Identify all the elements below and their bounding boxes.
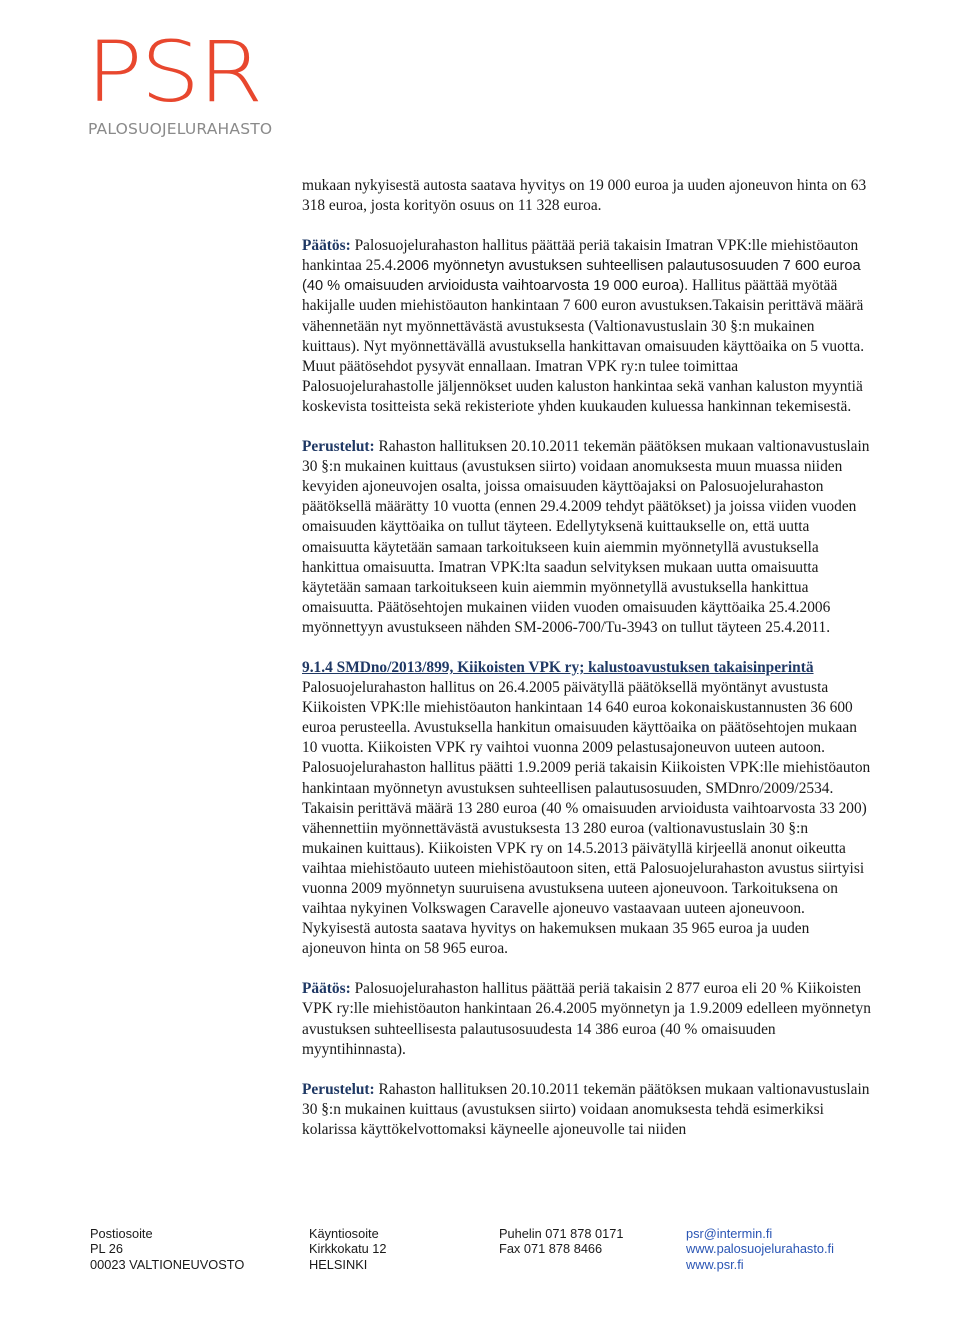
decision-text: Palosuojelurahaston hallitus päättää periä takaisin 2 877 euroa eli 20 % Kiikoisten VPK ry:lle miehistöauton hankintaan 26.4.2005 myönnetyn ja 1.9.2009 edelleen myönnetyn avustuksen suhteellisesta palautusosuudesta 14 386 euroa (40 % omaisuuden myyntihinnasta).	[302, 980, 871, 1058]
paragraph-1: mukaan nykyisestä autosta saatava hyvitys on 19 000 euroa ja uuden ajoneuvon hinta on 63 318 euroa, josta korityön osuus on 11 328 euroa.	[302, 177, 867, 215]
footer-line: PL 26	[90, 1241, 123, 1257]
paragraph-reasoning-1	[302, 437, 872, 638]
decision-text-a: Palosuojelurahaston hallitus päättää periä takaisin Imatran VPK:lle miehistöauton hankintaa 25.4.	[302, 237, 859, 275]
footer-line: Käyntiosoite	[309, 1226, 379, 1241]
paragraph-reasoning-2	[302, 1080, 872, 1140]
footer-line: Kirkkokatu 12	[309, 1241, 387, 1257]
reasoning-text: Rahaston hallituksen 20.10.2011 tekemän päätöksen mukaan valtionavustuslain 30 §:n mukainen kuittaus (avustuksen siirto) voidaan anomuksesta tehdä esimerkiksi kolarissa käyttökelvottomaksi käyneelle ajoneuvolle tai niiden	[302, 1080, 870, 1138]
footer-line: Postiosoite	[90, 1226, 153, 1241]
page-footer	[90, 1226, 890, 1276]
website-link[interactable]: www.palosuojelurahasto.fi	[686, 1241, 834, 1257]
footer-postal-address	[90, 1226, 244, 1272]
footer-visiting-address	[309, 1226, 387, 1272]
logo-letters: PSR	[86, 23, 262, 121]
decision-text-c: Hallitus päättää myötää hakijalle uuden miehistöauton hankintaan 7 600 euron avustuksen.Takaisin perittävä määrä vähennetään nyt myönnettävästä avustuksesta (Valtionavustuslain 30 §:n mukainen kuittaus). Nyt myönnettävällä avustuksella hankittavan omaisuuden käyttöaika on 5 vuotta. Muut päätösehdot pysyvät ennallaan. Imatran VPK ry:n tulee toimittaa Palosuojelurahastolle jäljennökset uuden kaluston hankintaa sekä vanhan kaluston myyntiä koskevista tositteista sekä rekisteriote yhden kuukauden kuluessa hankinnan tekemisestä.	[302, 277, 865, 415]
website-link-short[interactable]: www.psr.fi	[686, 1256, 744, 1272]
reasoning-text: Rahaston hallituksen 20.10.2011 tekemän päätöksen mukaan valtionavustuslain 30 §:n mukainen kuittaus (avustuksen siirto) voidaan anomuksesta muun muassa niiden kevyiden ajoneuvojen osalta, joissa omaisuuden käyttöajaksi on Palosuojelurahaston päätöksellä määrätty 10 vuotta (ennen 29.4.2009 tehdyt päätökset) ja joissa viiden vuoden omaisuuden käyttöaika on tullut täyteen. Edellytyksenä kuittaukselle on, että uutta omaisuutta käytetään samaan tarkoitukseen kuin aiemmin myönnetyllä avustuksella hankittua omaisuutta. Imatran VPK:lta saadun selvityksen mukaan uutta omaisuutta käytetään samaan tarkoitukseen kuin aiemmin myönnetyllä avustuksella hankittua omaisuutta. Päätösehtojen mukainen viiden vuoden omaisuuden käyttöaika 25.4.2006 myönnettyyn avustukseen nähden SM-2006-700/Tu-3943 on tullut täyteen 25.4.2011.	[302, 438, 870, 636]
logo-subtitle: PALOSUOJELURAHASTO	[88, 120, 273, 138]
paragraph-decision-1	[302, 236, 872, 417]
reasoning-label: Perustelut:	[302, 1080, 375, 1098]
footer-contacts	[686, 1226, 834, 1272]
footer-line: Puhelin 071 878 0171	[499, 1226, 624, 1241]
decision-label: Päätös:	[302, 237, 351, 255]
footer-line: Fax 071 878 8466	[499, 1241, 603, 1257]
decision-label: Päätös:	[302, 980, 351, 998]
footer-line: HELSINKI	[309, 1256, 368, 1272]
section-heading: 9.1.4 SMDno/2013/899, Kiikoisten VPK ry; kalustoavustuksen takaisinperintä	[302, 658, 814, 676]
paragraph-4: Palosuojelurahaston hallitus on 26.4.2005 päivätyllä päätöksellä myöntänyt avustusta Kiikoisten VPK:lle miehistöauton hankintaan 14 640 euroa kokonaiskustannusten 36 600 euroa perusteella. Avustuksella hankitun omaisuuden käyttöaika on päätösehtojen mukaan 10 vuotta. Kiikoisten VPK ry vaihtoi vuonna 2009 pelastusajoneuvon uuteen autoon. Palosuojelurahaston hallitus päätti 1.9.2009 periä takaisin Kiikoisten VPK:lle miehistöauton hankintaan myönnetyn avustuksen suhteellisen palautusosuuden, SMDnro/2009/2534. Takaisin perittävä määrä 13 280 euroa (40 % omaisuuden arvioidusta vaihtoarvosta 33 200) vähennettiin myönnettävästä avustuksesta 13 280 euroa (valtionavustuslain 30 §:n mukainen kuittaus). Kiikoisten VPK ry on 14.5.2013 päivätyllä kirjeellä anonut oikeutta vaihtaa miehistöauto uuteen miehistöautoon siten, että Palosuojelurahaston avustus siirtyisi vuonna 2009 myönnetyn suuruisena avustuksena uuteen ajoneuvoon. Tarkoituksena on vaihtaa nykyinen Volkswagen Caravelle ajoneuvo vastaavaan uuteen ajoneuvoon. Nykyisestä autosta saatava hyvitys on hakemuksen mukaan 35 965 euroa ja uuden ajoneuvon hinta on 58 965 euroa.	[302, 679, 871, 958]
footer-line: 00023 VALTIONEUVOSTO	[90, 1256, 245, 1272]
footer-phone	[499, 1226, 624, 1257]
paragraph-decision-2	[302, 979, 872, 1059]
decision-text-b: 2006 myönnetyn avustuksen suhteellisen palautusosuuden 7 600 euroa (40 % omaisuuden arvioidusta vaihtoarvosta 19 000 euroa).	[302, 258, 861, 295]
reasoning-label: Perustelut:	[302, 438, 375, 456]
email-link[interactable]: psr@intermin.fi	[686, 1226, 773, 1241]
document-body	[302, 176, 872, 1140]
psr-logo	[86, 23, 273, 150]
